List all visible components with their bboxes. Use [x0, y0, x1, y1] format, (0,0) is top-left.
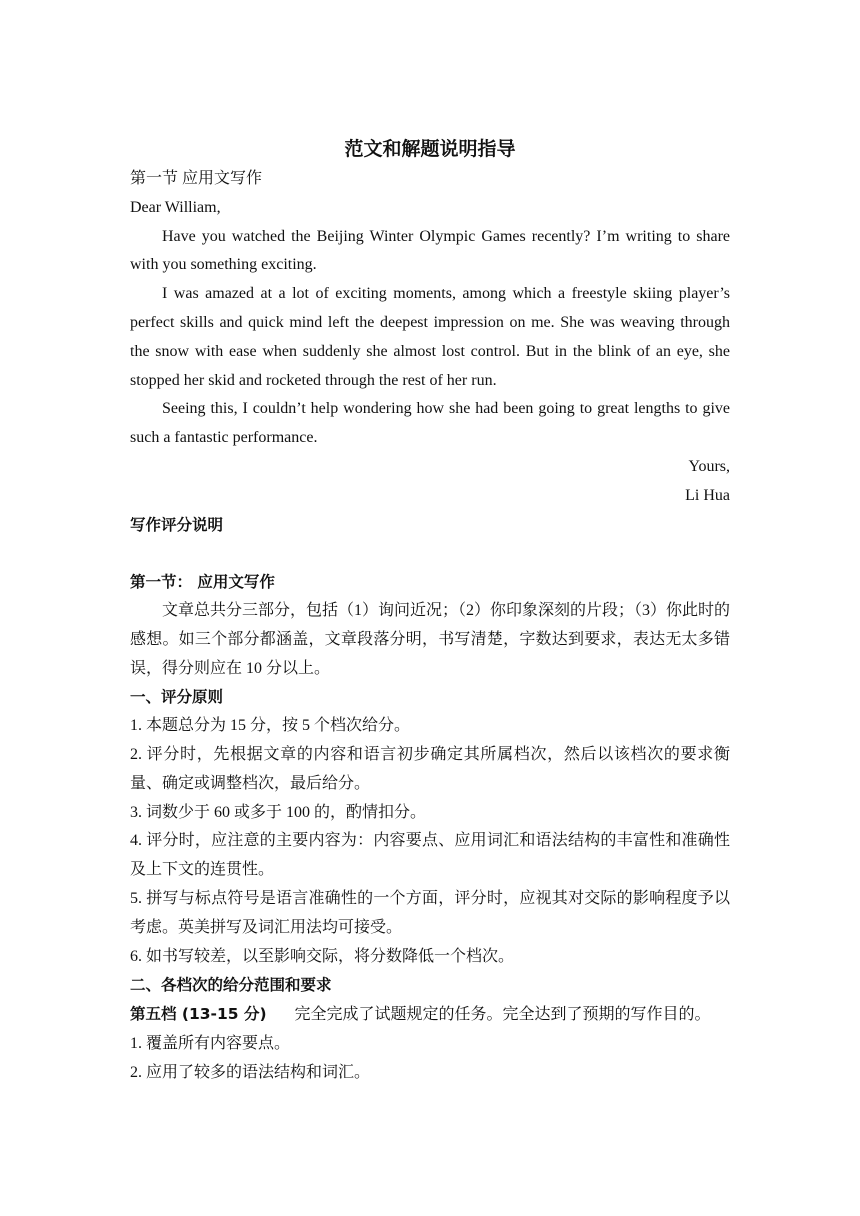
letter-signature: Li Hua	[685, 486, 730, 504]
tier-five-item: 1. 覆盖所有内容要点。	[130, 1034, 291, 1052]
principle-item: 6. 如书写较差，以至影响交际，将分数降低一个档次。	[130, 947, 515, 965]
scoring-heading: 写作评分说明	[130, 515, 224, 534]
spacer	[130, 539, 730, 568]
page-title: 范文和解题说明指导	[344, 139, 516, 160]
tier-five-line	[130, 1000, 730, 1030]
scoring-subheading: 第一节： 应用文写作	[130, 573, 275, 592]
scoring-intro: 文章总共分三部分，包括（1）询问近况；（2）你印象深刻的片段；（3）你此时的感想。如三个部分都涵盖，文章段落分明，书写清楚，字数达到要求，表达无太多错误，得分则应在 10 分以上。	[130, 601, 731, 677]
principle-item: 4. 评分时，应注意的主要内容为：内容要点、应用词汇和语法结构的丰富性和准确性及上下文的连贯性。	[130, 832, 730, 879]
principle-item: 3. 词数少于 60 或多于 100 的，酌情扣分。	[130, 803, 427, 821]
principle-item: 1. 本题总分为 15 分，按 5 个档次给分。	[130, 717, 411, 735]
principle-item: 2. 评分时，先根据文章的内容和语言初步确定其所属档次，然后以该档次的要求衡量、确定或调整档次，最后给分。	[130, 745, 730, 792]
tier-five-item: 2. 应用了较多的语法结构和词汇。	[130, 1063, 371, 1081]
document-page	[130, 136, 730, 1088]
principles-heading: 一、评分原则	[130, 688, 224, 707]
letter-salutation: Dear William,	[130, 198, 221, 216]
letter-paragraph: Seeing this, I couldn’t help wondering how she had been going to great lengths to give such a fantastic performance.	[130, 400, 730, 447]
letter-paragraph: Have you watched the Beijing Winter Olympic Games recently? I’m writing to share with you something exciting.	[130, 227, 730, 274]
ranges-heading: 二、各档次的给分范围和要求	[130, 976, 332, 995]
letter-closing: Yours,	[688, 457, 730, 475]
letter-paragraph: I was amazed at a lot of exciting moments, among which a freestyle skiing player’s perfect skills and quick mind left the deepest impression on me. She was weaving through the snow with ease when suddenly she almost lost control. But in the blink of an eye, she stopped her skid and rocketed through the rest of her run.	[130, 285, 730, 389]
section-heading: 第一节 应用文写作	[130, 170, 263, 187]
principle-item: 5. 拼写与标点符号是语言准确性的一个方面，评分时，应视其对交际的影响程度予以考虑。英美拼写及词汇用法均可接受。	[130, 889, 730, 936]
tier-five-label: 第五档 (13-15 分)	[130, 1005, 267, 1024]
tier-five-description: 完全完成了试题规定的任务。完全达到了预期的写作目的。	[294, 1006, 711, 1024]
